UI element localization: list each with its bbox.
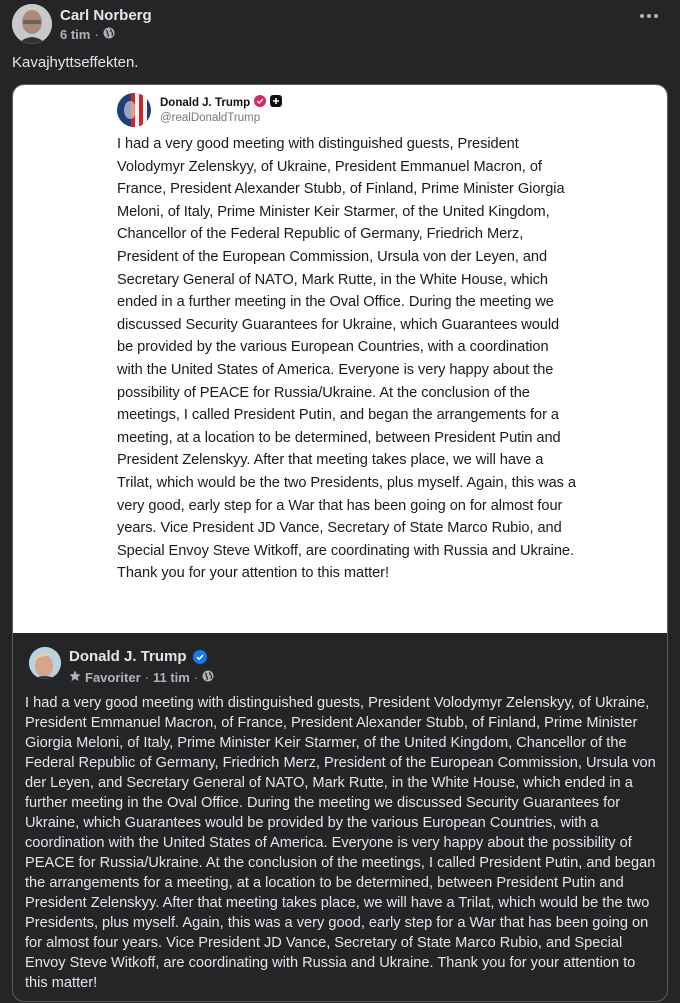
shared-post-meta bbox=[69, 670, 214, 685]
author-avatar[interactable] bbox=[12, 4, 52, 44]
screenshot-author-name: Donald J. Trump bbox=[160, 96, 251, 109]
favorites-label: Favoriter bbox=[85, 670, 141, 685]
verified-badge-icon bbox=[254, 95, 266, 110]
meta-separator: · bbox=[94, 27, 99, 42]
shared-author-avatar[interactable] bbox=[29, 647, 61, 679]
star-icon bbox=[69, 670, 81, 685]
meta-separator: · bbox=[193, 670, 199, 685]
post-meta bbox=[60, 27, 115, 42]
author-name[interactable]: Carl Norberg bbox=[60, 7, 152, 24]
screenshot-author bbox=[160, 95, 282, 110]
shared-post-time[interactable]: 11 tim bbox=[152, 670, 190, 685]
meta-separator: · bbox=[144, 670, 149, 685]
plus-badge-icon bbox=[270, 95, 282, 110]
more-options-icon[interactable] bbox=[640, 14, 660, 24]
screenshot-text: I had a very good meeting with distinguished guests, President Volodymyr Zelenskyy, of Ukraine, President Emmanuel Macron, of France, President Alexander Stubb, of Finland, Prime Minister Giorgia Meloni, of Italy, Prime Minister Keir Starmer, of the United Kingdom, Chancellor of the Federal Republic of Germany, Friedrich Merz, President of the European Commission, Ursula von der Leyen, and Secretary General of NATO, Mark Rutte, in the White House, which ended in a further meeting in the Oval Office. During the meeting we discussed Security Guarantees for Ukraine, which Guarantees would be provided by the various European Countries, with a coordination with the United States of America. Everyone is very happy about the possibility of PEACE for Russia/Ukraine. At the conclusion of the meetings, I called President Putin, and began the arrangements for a meeting, at a location to be determined, between President Putin and President Zelenskyy. After that meeting takes place, we will have a Trilat, which would be the two Presidents, plus myself. Again, this was a very good, early step for a War that has been going on for almost four years. Vice President JD Vance, Secretary of State Marco Rubio, and Special Envoy Steve Witkoff, are coordinating with Russia and Ukraine. Thank you for your attention to this matter! bbox=[117, 136, 576, 582]
screenshot-avatar bbox=[117, 93, 151, 127]
post-caption: Kavajhyttseffekten. bbox=[12, 54, 139, 71]
shared-author bbox=[69, 648, 207, 665]
verified-icon bbox=[193, 650, 207, 664]
post-header bbox=[12, 4, 668, 48]
shared-post-header bbox=[13, 633, 667, 693]
post-time[interactable]: 6 tim bbox=[60, 27, 91, 42]
shared-post-text: I had a very good meeting with distinguished guests, President Volodymyr Zelenskyy, of Ukraine, President Emmanuel Macron, of France, President Alexander Stubb, of Finland, Prime Minister Giorgia Meloni, of Italy, Prime Minister Keir Starmer, of the United Kingdom, Chancellor of the Federal Republic of Germany, Friedrich Merz, President of the European Commission, Ursula von der Leyen, and Secretary General of NATO, Mark Rutte, in the White House, which ended in a further meeting in the Oval Office. During the meeting we discussed Security Guarantees for Ukraine, which Guarantees would be provided by the various European Countries, with a coordination with the United States of America. Everyone is very happy about the possibility of PEACE for Russia/Ukraine. At the conclusion of the meetings, I called President Putin, and began the arrangements for a meeting, at a location to be determined, between President Putin and President Zelenskyy. After that meeting takes place, we will have a Trilat, which would be the two Presidents, plus myself. Again, this was a very good, early step for a War that has been going on for almost four years. Vice President JD Vance, Secretary of State Marco Rubio, and Special Envoy Steve Witkoff, are coordinating with Russia and Ukraine. Thank you for your attention to this matter! bbox=[25, 695, 656, 991]
screenshot-handle: @realDonaldTrump bbox=[160, 112, 261, 124]
globe-icon bbox=[202, 670, 214, 685]
globe-icon bbox=[103, 27, 115, 42]
shared-post-card[interactable] bbox=[12, 84, 668, 1002]
shared-author-name[interactable]: Donald J. Trump bbox=[69, 648, 187, 665]
embedded-screenshot[interactable] bbox=[13, 85, 667, 633]
